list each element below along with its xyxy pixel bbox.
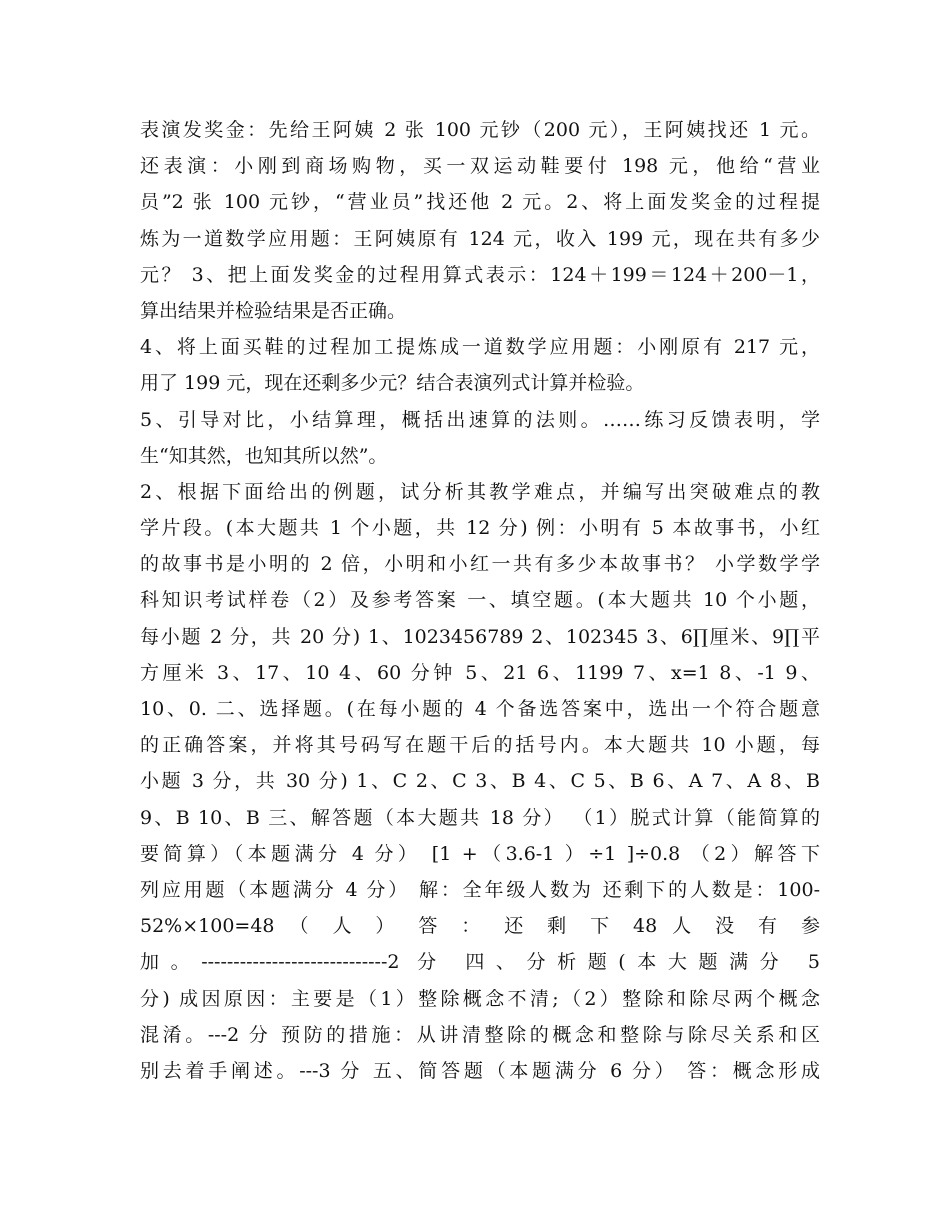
text-line: 加。-----------------------------2 分 四、分析题(本大题满分 5 [140,951,820,974]
text-line: 别去着手阐述。---3 分 五、简答题（本题满分 6 分） 答：概念形成 [140,1059,820,1082]
text-line: 元？ 3、把上面发奖金的过程用算式表示：124＋199＝124＋200－1， [140,263,820,286]
text-line: 方厘米 3、17、10 4、60 分钟 5、21 6、1199 7、x=1 8、-1 9、 [140,661,820,684]
text-line: 的故事书是小明的 2 倍，小明和小红一共有多少本故事书？ 小学数学学 [140,553,820,576]
text-line: 表演发奖金：先给王阿姨 2 张 100 元钞（200 元），王阿姨找还 1 元。 [140,119,820,141]
text-line: 算出结果并检验结果是否正确。 [140,299,407,322]
text-line: 每小题 2 分，共 20 分) 1、1023456789 2、102345 3、6∏厘米、9∏平 [140,625,820,648]
text-line: 科知识考试样卷（2）及参考答案 一、填空题。(本大题共 10 个小题， [140,589,820,612]
text-line: 用了 199 元，现在还剩多少元？结合表演列式计算并检验。 [140,372,645,395]
text-line: 4、将上面买鞋的过程加工提炼成一道数学应用题：小刚原有 217 元， [140,336,820,359]
text-line: 混淆。---2 分 预防的措施：从讲清整除的概念和整除与除尽关系和区 [140,1023,820,1046]
text-line: 员”2 张 100 元钞，“营业员”找还他 2 元。2、将上面发奖金的过程提 [140,191,820,214]
text-line: 9、B 10、B 三、解答题（本大题共 18 分） （1）脱式计算（能简算的 [140,806,820,829]
text-line: 炼为一道数学应用题：王阿姨原有 124 元，收入 199 元，现在共有多少 [140,227,820,250]
text-line: 10、0. 二、选择题。(在每小题的 4 个备选答案中，选出一个符合题意 [140,698,820,720]
text-line: 要简算）（本题满分 4 分） [1 +（3.6-1 ）÷1 ]÷0.8 （2）解答下 [140,842,820,865]
text-line: 还表演：小刚到商场购物，买一双运动鞋要付 198 元，他给“营业 [140,155,820,178]
text-line: 学片段。(本大题共 1 个小题，共 12 分) 例：小明有 5 本故事书，小红 [140,517,820,540]
text-line: 5、引导对比，小结算理，概括出速算的法则。……练习反馈表明，学 [140,408,820,431]
text-line: 生“知其然，也知其所以然”。 [140,444,388,467]
text-line: 列应用题（本题满分 4 分） 解：全年级人数为 还剩下的人数是：100- [140,878,820,901]
text-line: 分) 成因原因：主要是（1）整除概念不清;（2）整除和除尽两个概念 [140,987,820,1010]
text-line: 小题 3 分，共 30 分) 1、C 2、C 3、B 4、C 5、B 6、A 7、A 8、B [140,770,820,793]
text-line: 52%×100=48 （ 人 ） 答 ： 还 剩 下 48 人 没 有 参 [140,915,820,938]
text-line: 的正确答案，并将其号码写在题干后的括号内。本大题共 10 小题，每 [140,734,820,757]
body-text [140,112,820,1089]
text-line: 2、根据下面给出的例题，试分析其教学难点，并编写出突破难点的教 [140,480,820,503]
